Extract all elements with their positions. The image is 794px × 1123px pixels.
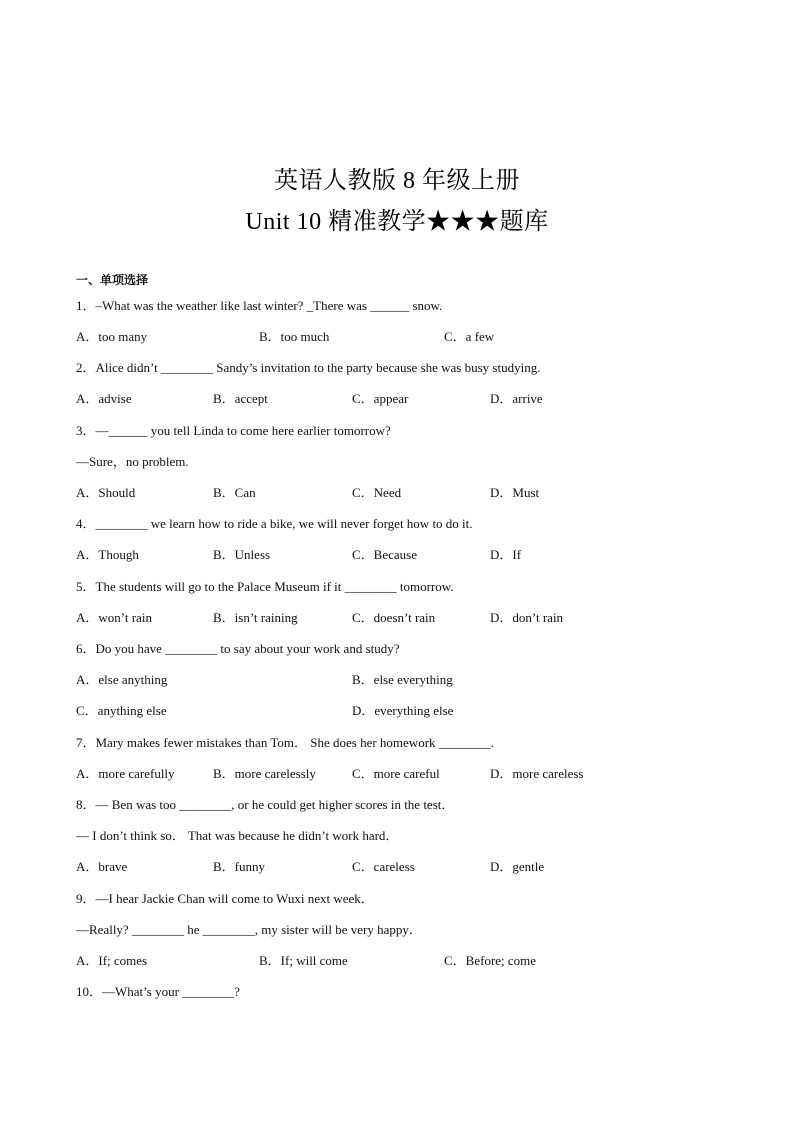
question-4-option-d[interactable]: D．If bbox=[490, 547, 522, 562]
question-5-option-a[interactable]: A．won’t rain bbox=[76, 610, 152, 625]
question-3-option-d[interactable]: D．Must bbox=[490, 485, 540, 500]
question-2-stem: 2．Alice didn’t ________ Sandy’s invitation to the party because she was busy studying. bbox=[76, 360, 541, 375]
question-8-dialogue: — I don’t think so． That was because he didn’t work hard． bbox=[76, 828, 399, 843]
question-4-option-b[interactable]: B．Unless bbox=[213, 547, 271, 562]
question-6-option-c[interactable]: C．anything else bbox=[76, 703, 167, 718]
question-9-option-b[interactable]: B．If; will come bbox=[259, 953, 348, 968]
question-4-option-c[interactable]: C．Because bbox=[352, 547, 417, 562]
question-2-option-b[interactable]: B．accept bbox=[213, 391, 268, 406]
question-10-stem: 10．—What’s your ________? bbox=[76, 984, 240, 999]
question-8-option-a[interactable]: A．brave bbox=[76, 859, 128, 874]
question-8-option-c[interactable]: C．careless bbox=[352, 859, 415, 874]
document-title: 英语人教版 8 年级上册 bbox=[274, 168, 520, 194]
question-1-option-a[interactable]: A．too many bbox=[76, 329, 148, 344]
question-1-option-b[interactable]: B．too much bbox=[259, 329, 330, 344]
question-2-option-d[interactable]: D．arrive bbox=[490, 391, 543, 406]
question-6-option-b[interactable]: B．else everything bbox=[352, 672, 453, 687]
question-3-option-a[interactable]: A．Should bbox=[76, 485, 136, 500]
question-5-option-d[interactable]: D．don’t rain bbox=[490, 610, 564, 625]
question-8-option-b[interactable]: B．funny bbox=[213, 859, 266, 874]
question-9-option-c[interactable]: C．Before; come bbox=[444, 953, 537, 968]
question-3-stem: 3．—______ you tell Linda to come here earlier tomorrow? bbox=[76, 423, 391, 438]
question-6-stem: 6．Do you have ________ to say about your work and study? bbox=[76, 641, 400, 656]
question-9-option-a[interactable]: A．If; comes bbox=[76, 953, 148, 968]
document-subtitle: Unit 10 精准教学★★★题库 bbox=[245, 209, 549, 235]
section-heading: 一、单项选择 bbox=[76, 273, 149, 287]
question-3-option-b[interactable]: B．Can bbox=[213, 485, 256, 500]
question-7-option-b[interactable]: B．more carelessly bbox=[213, 766, 316, 781]
question-3-option-c[interactable]: C．Need bbox=[352, 485, 402, 500]
question-7-option-d[interactable]: D．more careless bbox=[490, 766, 584, 781]
question-7-option-c[interactable]: C．more careful bbox=[352, 766, 440, 781]
question-9-stem: 9．—I hear Jackie Chan will come to Wuxi next week． bbox=[76, 891, 374, 906]
question-8-stem: 8．— Ben was too ________, or he could get higher scores in the test． bbox=[76, 797, 455, 812]
question-7-stem: 7．Mary makes fewer mistakes than Tom． She does her homework ________. bbox=[76, 735, 495, 750]
question-6-option-a[interactable]: A．else anything bbox=[76, 672, 168, 687]
question-5-option-b[interactable]: B．isn’t raining bbox=[213, 610, 298, 625]
question-1-stem: 1．–What was the weather like last winter? _There was ______ snow. bbox=[76, 298, 443, 313]
question-5-stem: 5．The students will go to the Palace Museum if it ________ tomorrow. bbox=[76, 579, 454, 594]
question-7-option-a[interactable]: A．more carefully bbox=[76, 766, 175, 781]
question-9-dialogue: —Really? ________ he ________, my sister will be very happy． bbox=[76, 922, 422, 937]
question-1-option-c[interactable]: C．a few bbox=[444, 329, 495, 344]
question-3-dialogue: —Sure，no problem. bbox=[76, 454, 189, 469]
question-2-option-c[interactable]: C．appear bbox=[352, 391, 409, 406]
question-4-option-a[interactable]: A．Though bbox=[76, 547, 139, 562]
question-6-option-d[interactable]: D．everything else bbox=[352, 703, 454, 718]
question-2-option-a[interactable]: A．advise bbox=[76, 391, 132, 406]
question-4-stem: 4．________ we learn how to ride a bike, we will never forget how to do it. bbox=[76, 516, 473, 531]
question-8-option-d[interactable]: D．gentle bbox=[490, 859, 545, 874]
question-5-option-c[interactable]: C．doesn’t rain bbox=[352, 610, 436, 625]
